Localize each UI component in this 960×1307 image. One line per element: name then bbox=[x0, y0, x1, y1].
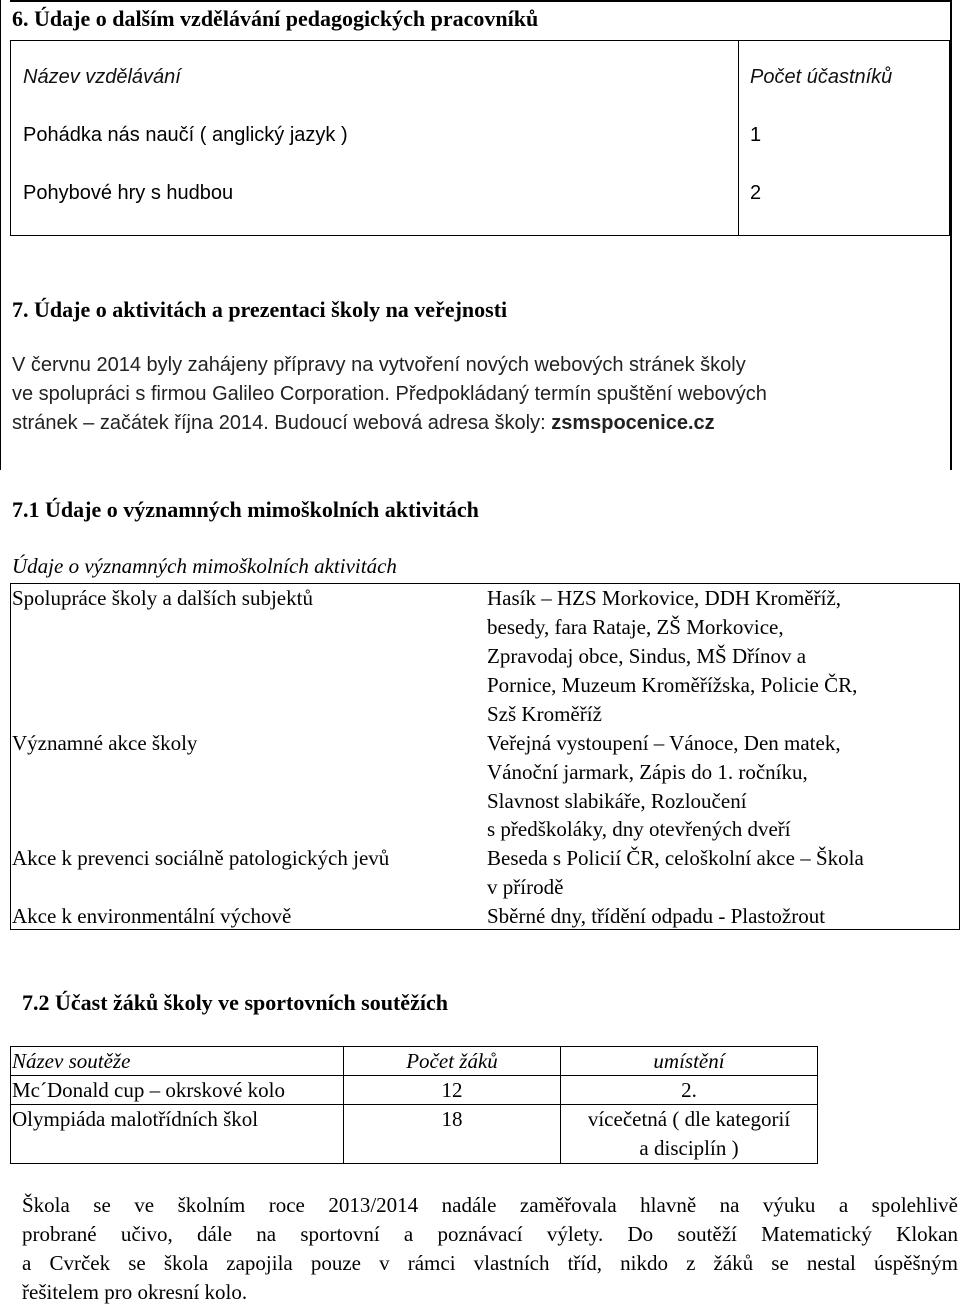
table-row-value: Veřejná vystoupení – Vánoce, Den matek, bbox=[487, 731, 841, 755]
table-row-name: Pohybové hry s hudbou bbox=[23, 182, 234, 204]
table-row-label: Spolupráce školy a dalších subjektů bbox=[12, 586, 313, 610]
table-row-value: Pornice, Muzeum Kroměřížska, Policie ČR, bbox=[487, 673, 858, 697]
column-header-place: umístění bbox=[653, 1049, 725, 1073]
web-address: zsmspocenice.cz bbox=[551, 412, 715, 434]
table-row-name: Mc´Donald cup – okrskové kolo bbox=[12, 1078, 285, 1102]
section71-heading: 7.1 Údaje o významných mimoškolních aktivitách bbox=[12, 497, 479, 522]
table-row-value: Slavnost slabikáře, Rozloučení bbox=[487, 789, 747, 813]
paragraph-text: stránek – začátek října 2014. Budoucí webová adresa školy: bbox=[12, 412, 546, 434]
table-row-value: Vánoční jarmark, Zápis do 1. ročníku, bbox=[487, 760, 808, 784]
section7-paragraph-line: V červnu 2014 byly zahájeny přípravy na vytvoření nových webových stránek školy bbox=[12, 354, 746, 376]
table-row-value: Beseda s Policií ČR, celoškolní akce – Škola bbox=[487, 846, 864, 870]
table-row-place: 2. bbox=[681, 1078, 697, 1102]
table-row-value: Hasík – HZS Morkovice, DDH Kroměříž, bbox=[487, 586, 842, 610]
table-row-value: s předškoláky, dny otevřených dveří bbox=[487, 817, 791, 841]
table-row-count: 18 bbox=[441, 1107, 463, 1131]
section6-heading: 6. Údaje o dalším vzdělávání pedagogických pracovníků bbox=[12, 6, 539, 31]
table-row-value: Sběrné dny, třídění odpadu - Plastožrout bbox=[487, 904, 826, 928]
section-frame-left bbox=[0, 0, 1, 470]
table-row-place: a disciplín ) bbox=[639, 1136, 739, 1160]
section72-heading: 7.2 Účast žáků školy ve sportovních soutěžích bbox=[22, 990, 448, 1015]
table-row-place: vícečetná ( dle kategorií bbox=[587, 1107, 791, 1131]
column-header-name: Název soutěže bbox=[12, 1049, 131, 1073]
column-header-count: Počet žáků bbox=[406, 1049, 498, 1073]
paragraph-text: ve spolupráci s firmou Galileo Corporation. bbox=[12, 383, 390, 405]
table-row-value: Zpravodaj obce, Sindus, MŠ Dřínov a bbox=[487, 644, 807, 668]
paragraph-text: Předpokládaný termín spuštění webových bbox=[395, 383, 767, 405]
table-row-label: Významné akce školy bbox=[12, 731, 198, 755]
section71-table-caption: Údaje o významných mimoškolních aktivitách bbox=[12, 554, 397, 578]
table-row-count: 12 bbox=[441, 1078, 463, 1102]
table-row-count: 1 bbox=[750, 124, 762, 146]
section7-paragraph-line bbox=[12, 383, 767, 406]
table-row-label: Akce k prevenci sociálně patologických jevů bbox=[12, 846, 390, 870]
closing-paragraph bbox=[22, 1191, 958, 1307]
closing-line: probrané učivo, dále na sportovní a poznávací výlety. Do soutěží Matematický Klokan bbox=[22, 1222, 958, 1246]
closing-line: a Cvrček se škola zapojila pouze v rámci vlastních tříd, nikdo z žáků se nestal úspěšným bbox=[22, 1251, 958, 1275]
section-frame-right bbox=[950, 0, 952, 470]
section7-heading: 7. Údaje o aktivitách a prezentaci školy na veřejnosti bbox=[12, 297, 508, 322]
table-row-value: Szš Kroměříž bbox=[487, 702, 602, 726]
closing-line: řešitelem pro okresní kolo. bbox=[22, 1280, 248, 1304]
section-frame bbox=[10, 0, 951, 2]
closing-line: Škola se ve školním roce 2013/2014 nadále zaměřovala hlavně na výuku a spolehlivě bbox=[22, 1193, 958, 1217]
table-row-name: Pohádka nás naučí ( anglický jazyk ) bbox=[23, 124, 348, 146]
column-header-count: Počet účastníků bbox=[750, 66, 893, 88]
table-row-label: Akce k environmentální výchově bbox=[12, 904, 292, 928]
table-row-name: Olympiáda malotřídních škol bbox=[12, 1107, 259, 1131]
table-row-value: besedy, fara Rataje, ZŠ Morkovice, bbox=[487, 615, 784, 639]
section7-paragraph-line bbox=[12, 412, 715, 435]
column-header-name: Název vzdělávání bbox=[23, 66, 181, 88]
table-row-value: v přírodě bbox=[487, 875, 564, 899]
table-row-count: 2 bbox=[750, 182, 762, 204]
